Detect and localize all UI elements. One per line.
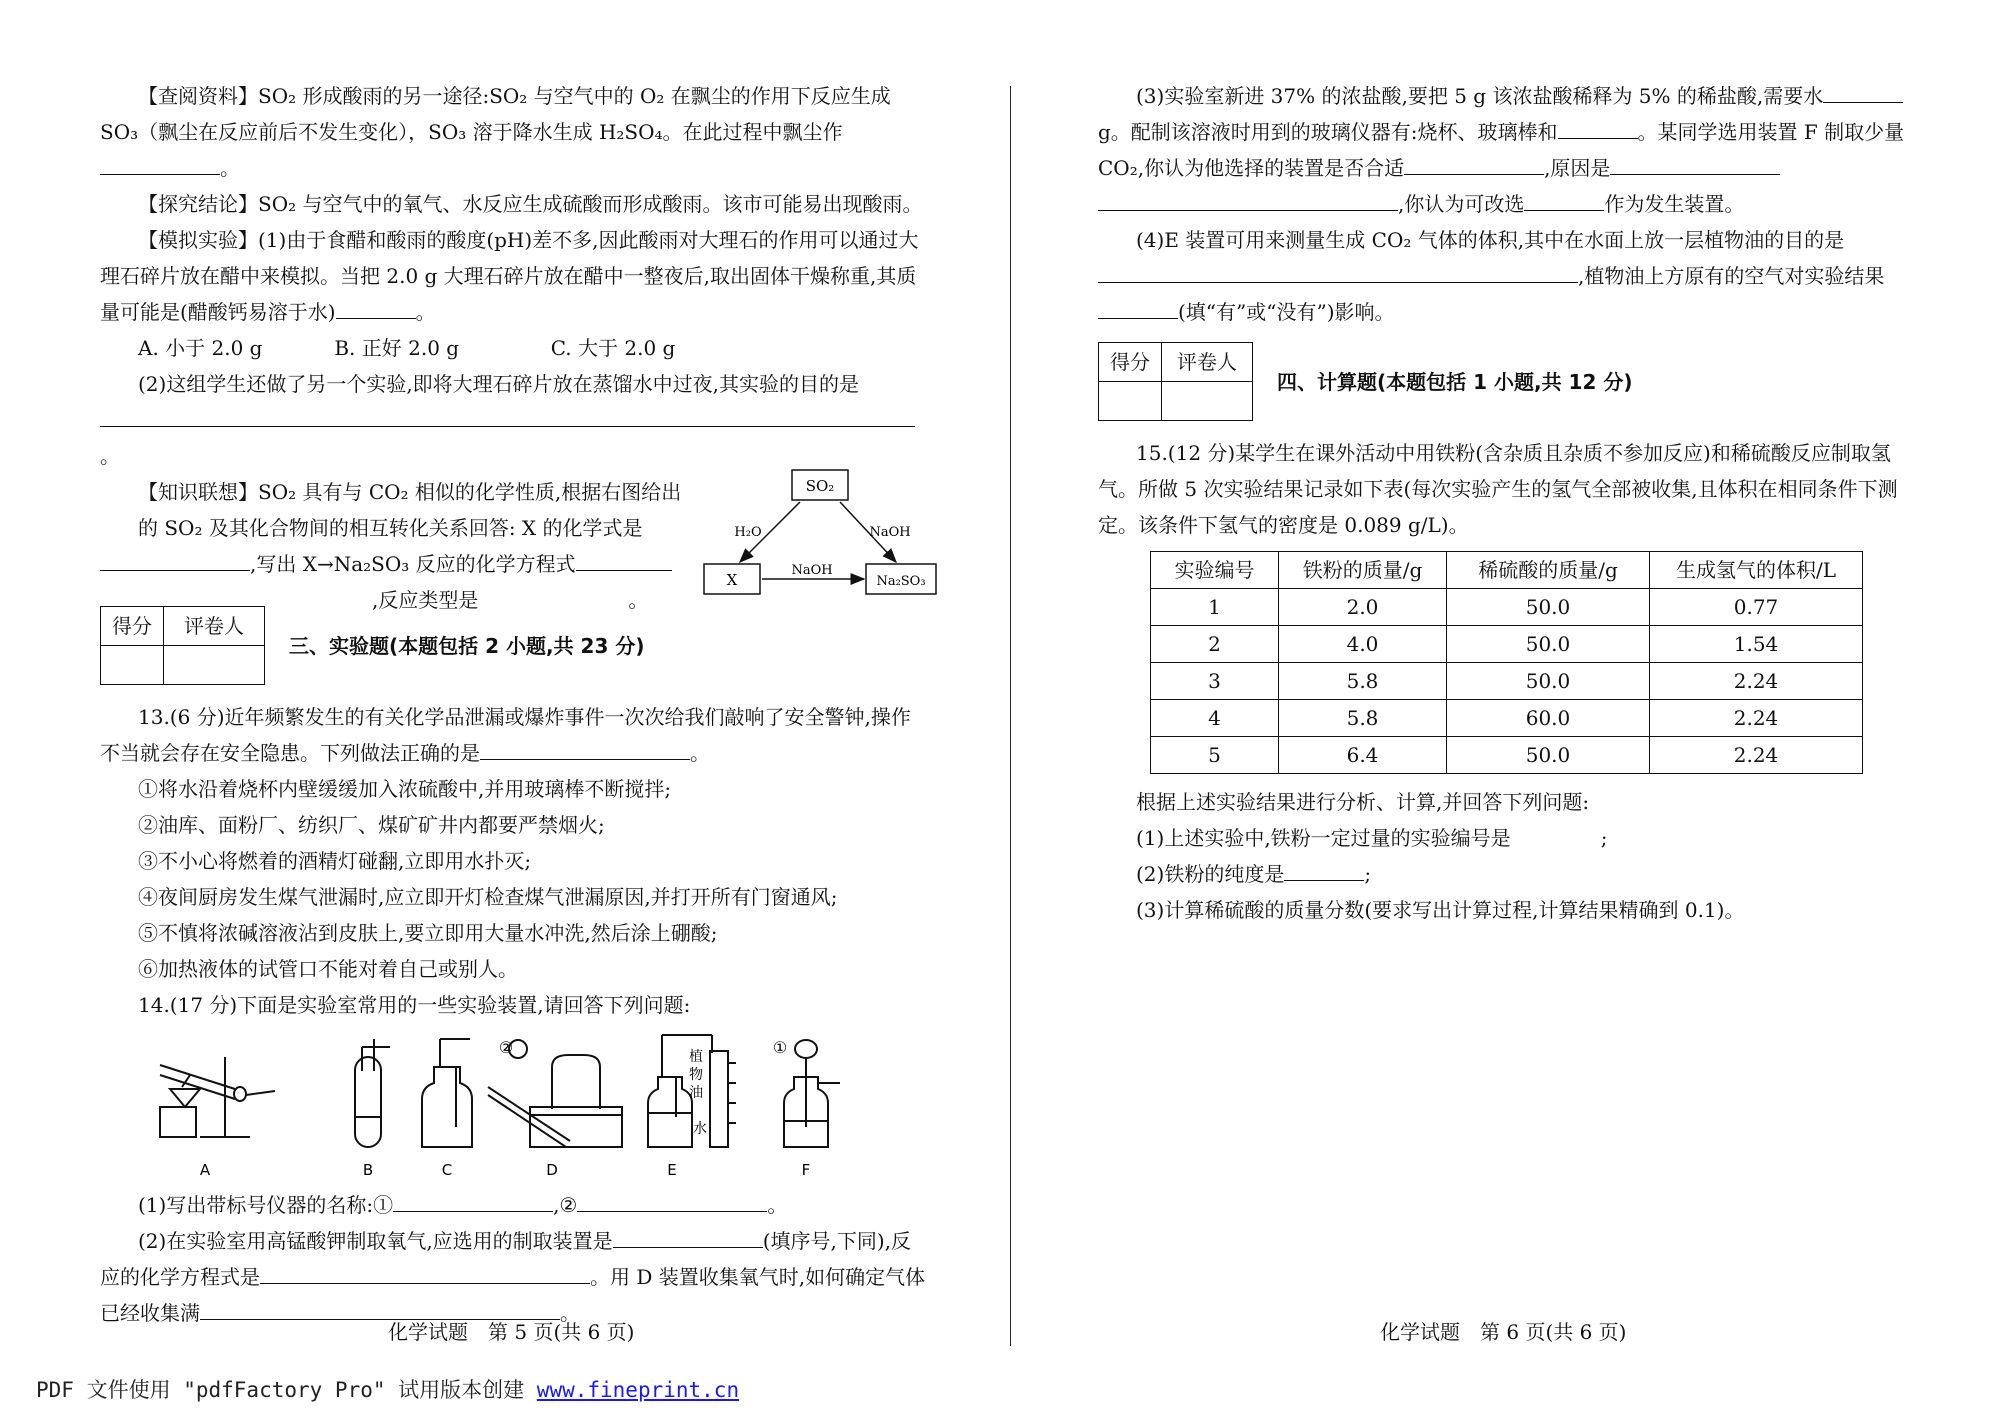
mark-1: ①: [772, 1038, 788, 1057]
conversion-diagram: [700, 466, 940, 606]
knowledge-block: [100, 474, 930, 612]
answer-blank[interactable]: [100, 150, 220, 175]
punct: ;: [1600, 826, 1608, 850]
options-row: [100, 330, 930, 366]
q13-item-5: ⑤不慎将浓碱溶液沾到皮肤上,要立即用大量水冲洗,然后涂上硼酸;: [138, 921, 718, 945]
table-cell: 2.24: [1650, 737, 1863, 774]
answer-blank[interactable]: [1098, 294, 1178, 319]
answer-blank[interactable]: [1558, 114, 1638, 139]
answer-blank[interactable]: [1098, 186, 1398, 211]
table-cell: 0.77: [1650, 589, 1863, 626]
knowledge-text-b: ,写出 X→Na₂SO₃ 反应的化学方程式: [250, 552, 576, 576]
score-cell[interactable]: [1099, 382, 1162, 421]
table-cell: 2: [1151, 626, 1279, 663]
section3-title: 三、实验题(本题包括 2 小题,共 23 分): [289, 633, 645, 658]
answer-blank[interactable]: [260, 1259, 590, 1284]
knowledge-text-a: 【知识联想】SO₂ 具有与 CO₂ 相似的化学性质,根据右图给出的 SO₂ 及其化合物间的相互转化关系回答: X 的化学式是: [138, 480, 682, 540]
right-page-footer: 化学试题 第 6 页(共 6 页): [1380, 1320, 1627, 1344]
answer-blank[interactable]: [336, 294, 416, 319]
grader-cell[interactable]: [164, 646, 265, 685]
answer-blank[interactable]: [577, 1187, 767, 1212]
q15: 15.(12 分)某学生在课外活动中用铁粉(含杂质且杂质不参加反应)和稀硫酸反应制取氢气。所做 5 次实验结果记录如下表(每次实验产生的氢气全部被收集,且体积在相同条件下测定。该条件下氢气的密度是 0.089 g/L)。: [1098, 441, 1898, 537]
q14-3-text-b: g。配制该溶液时用到的玻璃仪器有:烧杯、玻璃棒和: [1098, 120, 1558, 144]
q15-1-text: (1)上述实验中,铁粉一定过量的实验编号是: [1136, 826, 1511, 850]
label-e: E: [667, 1161, 677, 1179]
table-cell: 6.4: [1279, 737, 1447, 774]
q14-1-text: (1)写出带标号仪器的名称:①: [138, 1193, 394, 1217]
answer-blank[interactable]: [100, 402, 915, 427]
q14-2-text-b: (填序号,下同),反应的化学方程式是: [100, 1229, 912, 1289]
q14-1-mid: ,②: [553, 1193, 578, 1217]
table-cell: 50.0: [1447, 589, 1650, 626]
answer-blank[interactable]: [480, 735, 690, 760]
answer-blank[interactable]: [1284, 856, 1364, 881]
table-row: [1151, 589, 1863, 626]
score-box: [1098, 342, 1253, 421]
simulation-text: 【模拟实验】(1)由于食醋和酸雨的酸度(pH)差不多,因此酸雨对大理石的作用可以通过大理石碎片放在醋中来模拟。当把 2.0 g 大理石碎片放在醋中一整夜后,取出固体干燥称重,其质量可能是(醋酸钙易溶于水): [100, 228, 919, 324]
punct: 。: [560, 1301, 580, 1325]
answer-blank[interactable]: [1098, 258, 1578, 283]
table-cell: 5.8: [1279, 663, 1447, 700]
table-cell: 50.0: [1447, 663, 1650, 700]
edge-naoh-bottom-label: NaOH: [791, 563, 833, 578]
experiment2-answer-line: [100, 402, 930, 474]
page-divider: [1010, 86, 1011, 1346]
table-cell: 2.24: [1650, 663, 1863, 700]
right-page: [1098, 78, 1928, 928]
apparatus-b: [355, 1039, 390, 1147]
score-label: 得分: [1099, 343, 1162, 382]
q14-2-text-a: (2)在实验室用高锰酸钾制取氧气,应选用的制取装置是: [138, 1229, 613, 1253]
punct: 。: [767, 1193, 788, 1217]
answer-blank[interactable]: [1404, 150, 1544, 175]
apparatus-c: [422, 1039, 472, 1147]
apparatus-f: [784, 1040, 840, 1147]
punct: ;: [1364, 862, 1372, 886]
table-header: 稀硫酸的质量/g: [1447, 552, 1650, 589]
grader-cell[interactable]: [1162, 382, 1253, 421]
punct: 。: [100, 444, 120, 468]
label-b: B: [362, 1161, 374, 1179]
table-header: 实验编号: [1151, 552, 1279, 589]
answer-blank[interactable]: [100, 546, 250, 571]
edge-naoh-right-label: NaOH: [869, 525, 911, 540]
table-cell: 3: [1151, 663, 1279, 700]
q14-4: [1098, 222, 1928, 330]
table-cell: 2.0: [1279, 589, 1447, 626]
answer-blank[interactable]: [1610, 150, 1780, 175]
label-f: F: [801, 1161, 811, 1179]
e-label-4: 水: [693, 1121, 707, 1137]
table-cell: 4.0: [1279, 626, 1447, 663]
table-cell: 60.0: [1447, 700, 1650, 737]
q13: [100, 699, 930, 771]
answer-blank[interactable]: [613, 1223, 763, 1248]
e-label-1: 植: [689, 1049, 703, 1065]
q15-3: (3)计算稀硫酸的质量分数(要求写出计算过程,计算结果精确到 0.1)。: [1136, 898, 1745, 922]
q14-2-text-c: 。用 D 装置收集氧气时,如何确定气体已经收集满: [100, 1265, 926, 1325]
edge-h2o-label: H₂O: [734, 525, 762, 540]
table-cell: 1: [1151, 589, 1279, 626]
fineprint-link[interactable]: www.fineprint.cn: [536, 1378, 740, 1402]
q15-2-text: (2)铁粉的纯度是: [1136, 862, 1285, 886]
experiment2-paragraph: (2)这组学生还做了另一个实验,即将大理石碎片放在蒸馏水中过夜,其实验的目的是: [138, 372, 860, 396]
section4-title: 四、计算题(本题包括 1 小题,共 12 分): [1277, 369, 1633, 394]
q14-3-text-a: (3)实验室新进 37% 的浓盐酸,要把 5 g 该浓盐酸稀释为 5% 的稀盐酸,需要水: [1136, 84, 1824, 108]
conclusion-paragraph: 【探究结论】SO₂ 与空气中的氧气、水反应生成硫酸而形成酸雨。该市可能易出现酸雨。: [138, 192, 923, 216]
q13-item-1: ①将水沿着烧杯内壁缓缓加入浓硫酸中,并用玻璃棒不断搅拌;: [138, 777, 672, 801]
q14-4-text-b: ,植物油上方原有的空气对实验结果: [1578, 264, 1885, 288]
table-cell: 2.24: [1650, 700, 1863, 737]
left-page-footer: 化学试题 第 5 页(共 6 页): [388, 1320, 635, 1344]
label-d: D: [546, 1161, 558, 1179]
mark-2: ②: [498, 1038, 514, 1057]
option-c: C. 大于 2.0 g: [550, 336, 676, 360]
knowledge-text-c: ,反应类型是: [372, 588, 479, 612]
so2-label: SO₂: [805, 477, 835, 495]
option-b: B. 正好 2.0 g: [334, 336, 460, 360]
q13-item-6: ⑥加热液体的试管口不能对着自己或别人。: [138, 957, 518, 981]
results-table: [1150, 551, 1863, 774]
na2so3-label: Na₂SO₃: [876, 574, 926, 589]
q15-1: [1098, 820, 1928, 856]
table-cell: 5: [1151, 737, 1279, 774]
answer-blank[interactable]: [393, 1187, 553, 1212]
q14-3-text-c: 。某同学选用装置 F 制取少量 CO₂,你认为他选择的装置是否合适: [1098, 120, 1905, 180]
table-row: [1151, 626, 1863, 663]
q14-3-text-e: ,你认为可改选: [1398, 192, 1525, 216]
table-row: [1151, 700, 1863, 737]
q14-1: [100, 1187, 930, 1223]
simulation-paragraph: [100, 222, 930, 330]
table-header: 生成氢气的体积/L: [1650, 552, 1863, 589]
table-cell: 50.0: [1447, 626, 1650, 663]
section4-header: [1098, 342, 1928, 421]
q14-3-text-f: 作为发生装置。: [1604, 192, 1745, 216]
q13-item-4: ④夜间厨房发生煤气泄漏时,应立即开灯检查煤气泄漏原因,并打开所有门窗通风;: [138, 885, 838, 909]
q14-3: [1098, 78, 1928, 222]
table-row: [1151, 663, 1863, 700]
left-page: [100, 78, 930, 1331]
ref-text: 【查阅资料】SO₂ 形成酸雨的另一途径:SO₂ 与空气中的 O₂ 在飘尘的作用下反应生成 SO₃（飘尘在反应前后不发生变化），SO₃ 溶于降水生成 H₂SO₄。在此过程中飘尘作: [100, 84, 891, 144]
analysis-intro: 根据上述实验结果进行分析、计算,并回答下列问题:: [1136, 790, 1590, 814]
label-c: C: [441, 1161, 453, 1179]
table-cell: 1.54: [1650, 626, 1863, 663]
option-a: A. 小于 2.0 g: [138, 336, 263, 360]
q13-item-2: ②油库、面粉厂、纺织厂、煤矿矿井内都要严禁烟火;: [138, 813, 605, 837]
q13-text: 13.(6 分)近年频繁发生的有关化学品泄漏或爆炸事件一次次给我们敲响了安全警钟,操作不当就会存在安全隐患。下列做法正确的是: [100, 705, 911, 765]
table-cell: 4: [1151, 700, 1279, 737]
q14-3-text-d: ,原因是: [1544, 156, 1611, 180]
table-header-row: [1151, 552, 1863, 589]
pdf-watermark: [36, 1374, 739, 1404]
label-a: A: [199, 1161, 211, 1179]
e-label-3: 油: [689, 1085, 703, 1101]
x-label: X: [726, 571, 738, 589]
punct: 。: [415, 300, 436, 324]
score-label: 得分: [101, 607, 164, 646]
punct: 。: [220, 156, 240, 180]
q14-2: [100, 1223, 930, 1331]
q13-item-3: ③不小心将燃着的酒精灯碰翻,立即用水扑灭;: [138, 849, 532, 873]
q14-4-text-c: (填“有”或“没有”)影响。: [1178, 300, 1395, 324]
apparatus-a: [160, 1057, 275, 1137]
q15-2: [1098, 856, 1928, 892]
ref-paragraph: [100, 78, 930, 186]
punct: 。: [690, 741, 710, 765]
q14-4-text-a: (4)E 装置可用来测量生成 CO₂ 气体的体积,其中在水面上放一层植物油的目的是: [1136, 228, 1845, 252]
punct: 。: [628, 588, 649, 612]
grader-label: 评卷人: [164, 607, 265, 646]
pdf-note-text: PDF 文件使用 "pdfFactory Pro" 试用版本创建: [36, 1378, 537, 1402]
table-cell: 5.8: [1279, 700, 1447, 737]
answer-blank[interactable]: [1823, 78, 1903, 103]
q14: 14.(17 分)下面是实验室常用的一些实验装置,请回答下列问题:: [138, 993, 691, 1017]
grader-label: 评卷人: [1162, 343, 1253, 382]
knowledge-text: [100, 474, 690, 618]
table-header: 铁粉的质量/g: [1279, 552, 1447, 589]
score-cell[interactable]: [101, 646, 164, 685]
answer-blank[interactable]: [1524, 186, 1604, 211]
table-row: [1151, 737, 1863, 774]
apparatus-figure: [100, 1027, 930, 1187]
e-label-2: 物: [689, 1067, 703, 1083]
answer-blank[interactable]: [576, 546, 672, 571]
table-cell: 50.0: [1447, 737, 1650, 774]
